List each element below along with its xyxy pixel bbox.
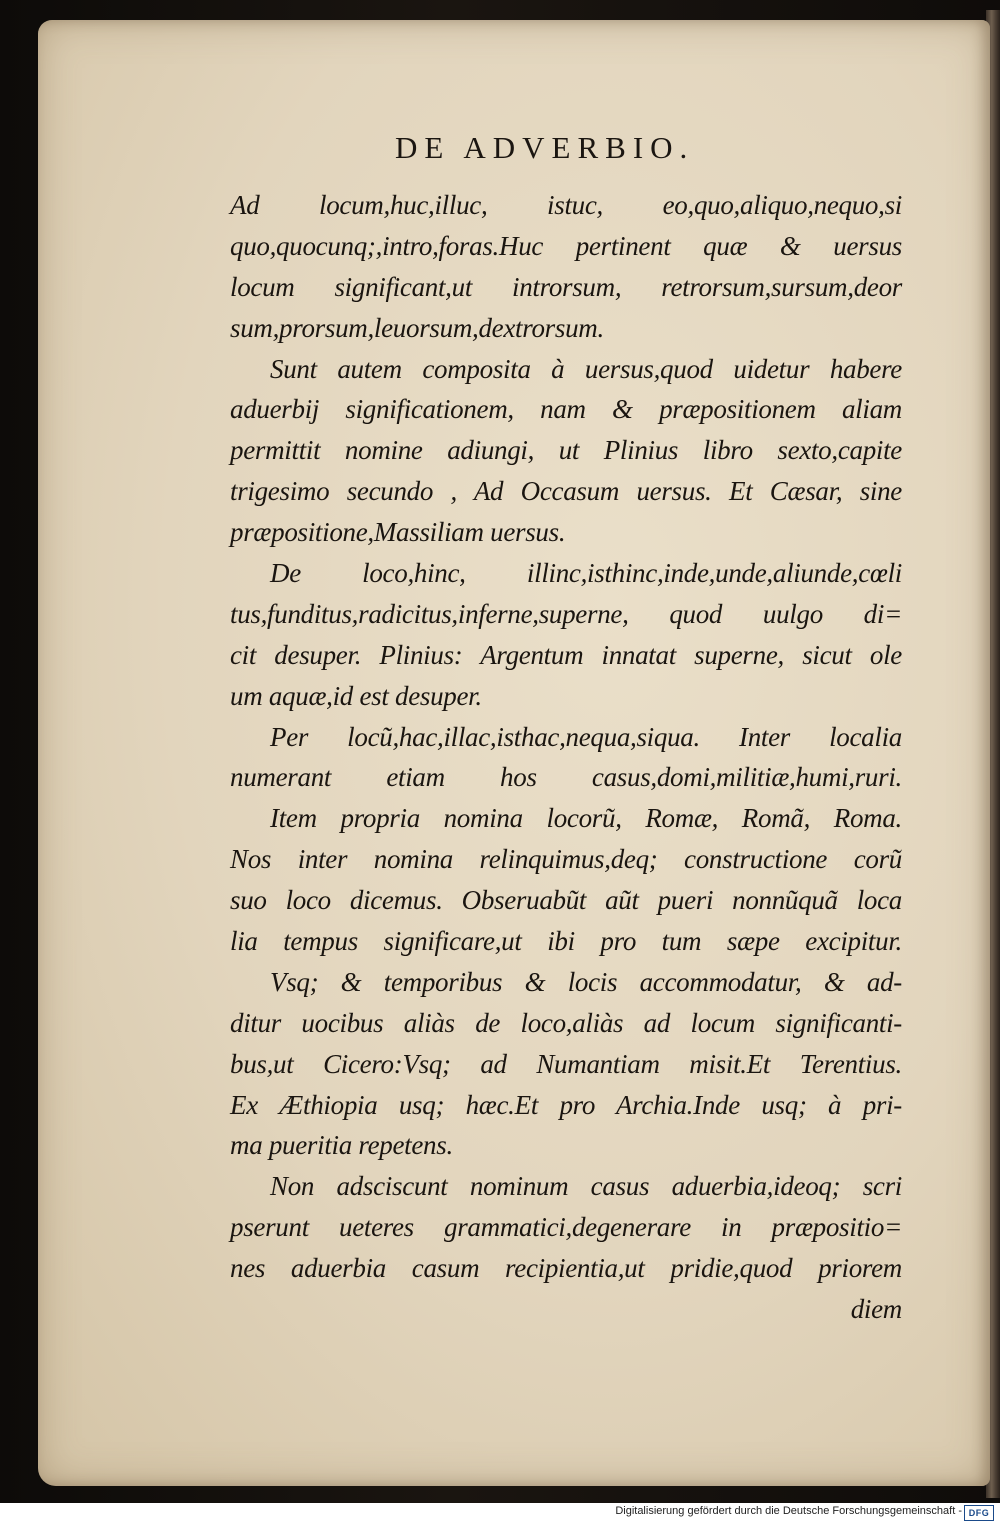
text-line: Nos inter nomina relinquimus,deq; constructione corũ xyxy=(230,844,902,875)
text-line: lia tempus significare,ut ibi pro tum sæpe excipitur. xyxy=(230,926,902,957)
text-line: um aquæ,id est desuper. xyxy=(230,680,482,711)
dfg-logo: DFG xyxy=(964,1505,994,1521)
page-heading: DE ADVERBIO. xyxy=(395,130,695,165)
text-line: bus,ut Cicero:Vsq; ad Numantiam misit.Et Terentius. xyxy=(230,1048,902,1079)
text-line: permittit nomine adiungi, ut Plinius libro sexto,capite xyxy=(230,435,902,466)
text-line: De loco,hinc, illinc,isthinc,inde,unde,aliunde,cœli xyxy=(270,558,902,589)
text-line: Sunt autem composita à uersus,quod uidetur habere xyxy=(270,353,902,384)
body-text xyxy=(230,185,902,1330)
text-line: Item propria nomina locorũ, Romæ, Romã, Roma. xyxy=(270,803,902,834)
text-line: nes aduerbia casum recipientia,ut pridie,quod priorem xyxy=(230,1253,902,1284)
text-line: Ex Æthiopia usq; hæc.Et pro Archia.Inde usq; à pri- xyxy=(230,1089,902,1120)
text-line: suo loco dicemus. Obseruabũt aũt pueri nonnũquã loca xyxy=(230,885,902,916)
text-line: pserunt ueteres grammatici,degenerare in præpositio= xyxy=(230,1212,902,1243)
text-line: ditur uocibus aliàs de loco,aliàs ad locum significanti- xyxy=(230,1007,902,1038)
text-line: numerant etiam hos casus,domi,militiæ,humi,ruri. xyxy=(230,762,902,793)
catchword: diem xyxy=(850,1294,902,1325)
text-line: præpositione,Massiliam uersus. xyxy=(230,517,566,548)
text-line: ma pueritia repetens. xyxy=(230,1130,453,1161)
text-line: Vsq; & temporibus & locis accommodatur, & ad- xyxy=(270,966,902,997)
text-line: cit desuper. Plinius: Argentum innatat superne, sicut ole xyxy=(230,639,902,670)
text-line: aduerbij significationem, nam & præpositionem aliam xyxy=(230,394,902,425)
text-line: Ad locum,huc,illuc, istuc, eo,quo,aliquo,nequo,si xyxy=(230,190,902,220)
text-line: tus,funditus,radicitus,inferne,superne, quod uulgo di= xyxy=(230,598,902,629)
text-line: locum significant,ut introrsum, retrorsum,sursum,deor xyxy=(230,271,902,302)
text-line: Per locũ,hac,illac,isthac,nequa,siqua. Inter localia xyxy=(270,721,902,752)
text-line: sum,prorsum,leuorsum,dextrorsum. xyxy=(230,312,604,343)
text-line: trigesimo secundo , Ad Occasum uersus. Et Cæsar, sine xyxy=(230,476,902,507)
text-line: quo,quocunq;,intro,foras.Huc pertinent quæ & uersus xyxy=(230,230,902,261)
text-line: Non adsciscunt nominum casus aduerbia,ideoq; scri xyxy=(270,1171,902,1202)
footer-credit: Digitalisierung gefördert durch die Deutsche Forschungsgemeinschaft - xyxy=(615,1505,962,1517)
